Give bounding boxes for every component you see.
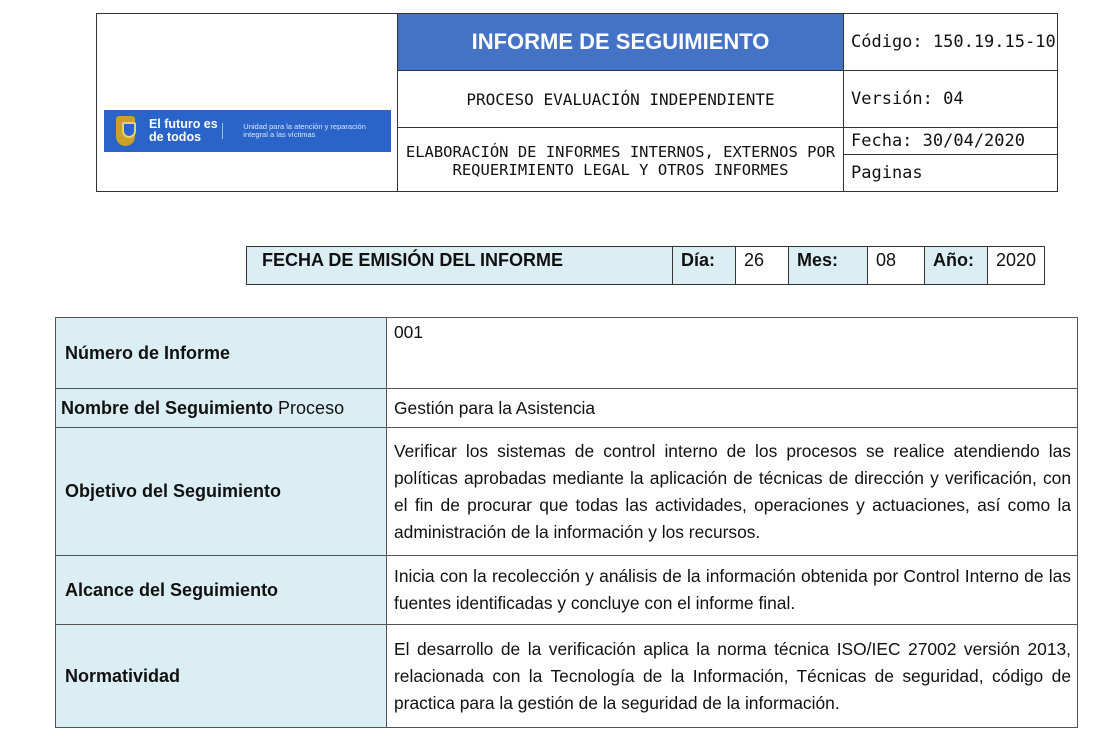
fecha: Fecha: 30/04/2020 [844,128,1058,155]
fecha-emision-table [246,246,1045,285]
nombre-proceso-word: Proceso [278,397,345,418]
logo-slogan: El futuro es de todos [148,116,218,144]
normatividad-value: El desarrollo de la verificación aplica la norma técnica ISO/IEC 27002 versión 2013, relacionada con la Tecnología de la Información, Técnicas de seguridad, código de practica para la gestión de la seguridad de la información. [387,625,1078,728]
alcance-value: Inicia con la recolección y análisis de la información obtenida por Control Interno de las fuentes identificadas y concluye con el informe final. [387,556,1078,625]
proceso: PROCESO EVALUACIÓN INDEPENDIENTE [398,71,844,128]
objetivo-label: Objetivo del Seguimiento [56,428,387,556]
table-row [56,556,1078,625]
nombre-value: Gestión para la Asistencia [387,389,1078,428]
dia-value: 26 [736,247,789,285]
numero-value: 001 [387,318,1078,389]
nombre-label-cell [56,389,387,428]
paginas: Paginas [844,155,1058,192]
table-row [56,428,1078,556]
fecha-emision-label: FECHA DE EMISIÓN DEL INFORME [247,247,673,285]
mes-value: 08 [868,247,925,285]
anio-value: 2020 [988,247,1045,285]
codigo: Código: 150.19.15-10 [844,14,1058,71]
logo-entity-name: Unidad para la atención y reparación integral a las víctimas [222,123,390,139]
table-row [56,318,1078,389]
objetivo-value: Verificar los sistemas de control interno de los procesos se realice atendiendo las políticas aprobadas mediante la aplicación de técnicas de dirección y verificación, con el fin de procurar que todas las actividades, operaciones y actuaciones, así como la administración de la información y los recursos. [387,428,1078,556]
mes-label: Mes: [789,247,868,285]
dia-label: Día: [673,247,736,285]
version: Versión: 04 [844,71,1058,128]
alcance-label: Alcance del Seguimiento [56,556,387,625]
nombre-label: Nombre del Seguimiento [61,397,274,418]
report-title: INFORME DE SEGUIMIENTO [398,14,844,71]
table-row [56,389,1078,428]
informe-info-table [55,317,1078,728]
institution-logo [97,110,397,152]
logo-cell [97,14,398,192]
normatividad-label: Normatividad [56,625,387,728]
elaboracion: ELABORACIÓN DE INFORMES INTERNOS, EXTERNOS POR REQUERIMIENTO LEGAL Y OTROS INFORMES [398,128,844,192]
table-row [56,625,1078,728]
numero-label: Número de Informe [56,318,387,389]
document-header [96,13,1058,192]
anio-label: Año: [925,247,988,285]
coat-of-arms-icon [116,116,135,146]
